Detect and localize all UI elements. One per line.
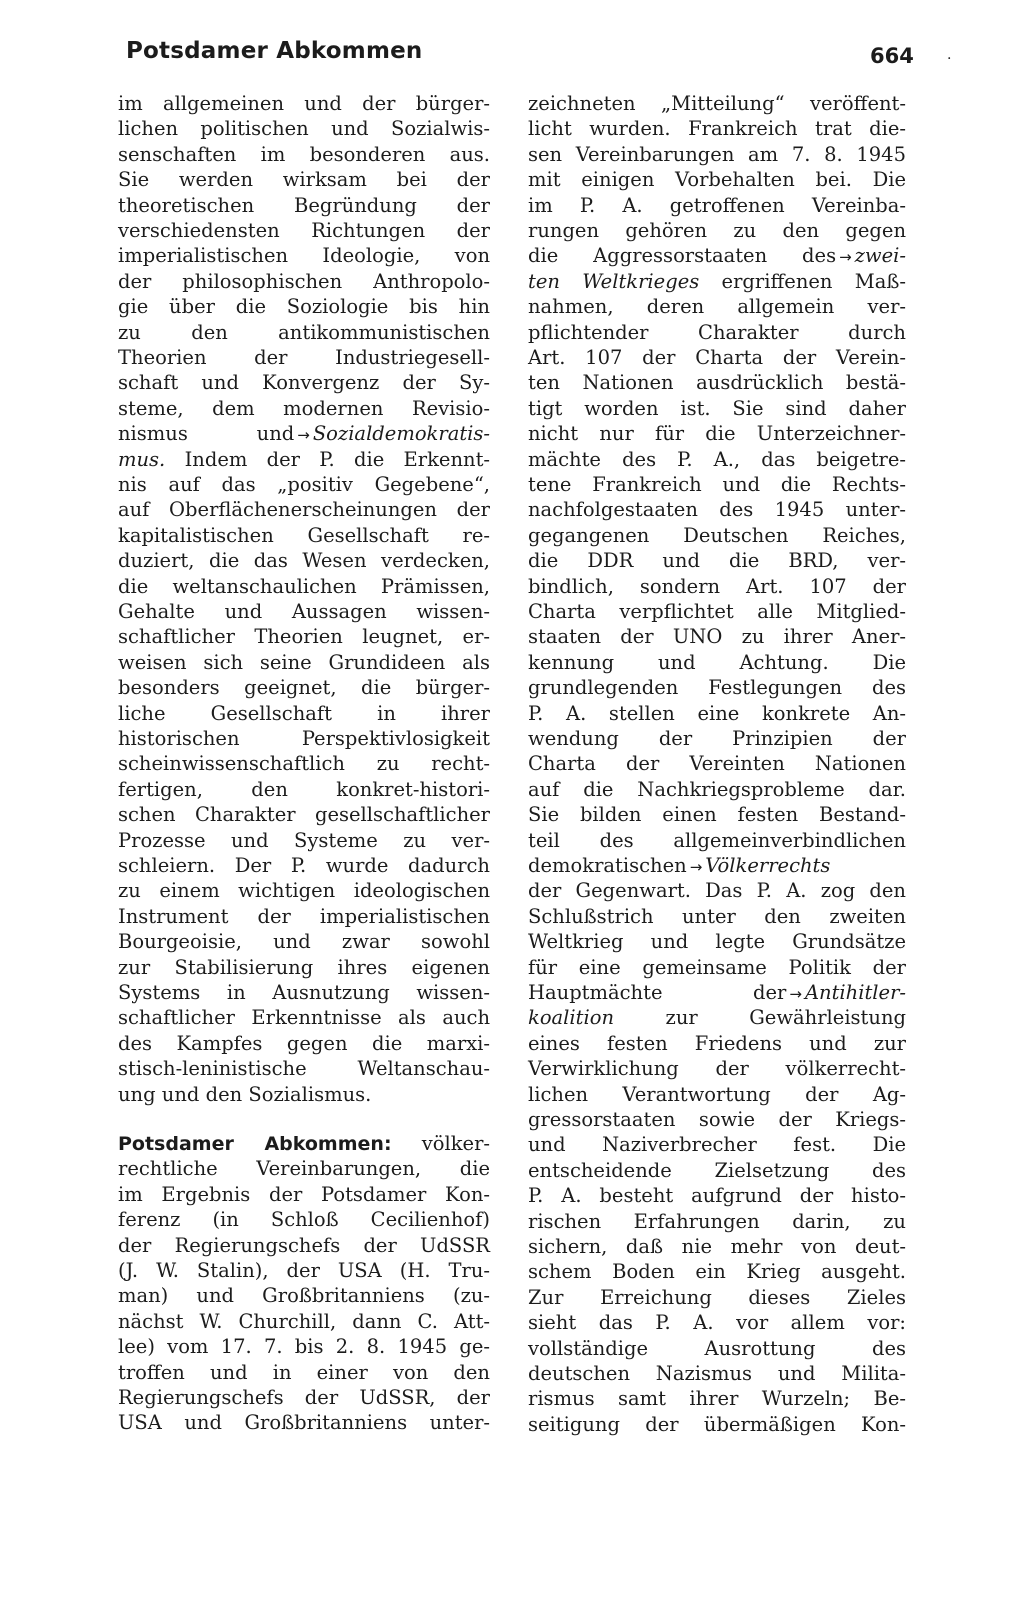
text-line [528, 701, 906, 727]
text-line [528, 802, 906, 828]
text-run: auf die Nachkriegsprobleme dar. [528, 777, 906, 801]
text-line [528, 447, 906, 473]
text-run: sen Vereinbarungen am 7. 8. 1945 [528, 142, 906, 166]
text-run: sichern, daß nie mehr von deut- [528, 1235, 906, 1258]
text-line [528, 1183, 906, 1209]
text-run: licht wurden. Frankreich trat die- [528, 117, 906, 141]
italic-term: Antihitler- [804, 981, 906, 1004]
text-line [118, 878, 490, 904]
text-line [528, 1005, 906, 1031]
text-line [528, 421, 906, 447]
text-line [118, 701, 490, 727]
text-line [528, 167, 906, 193]
running-title: Potsdamer Abkommen [126, 38, 423, 64]
text-run: die weltanschaulichen Prämissen, [118, 574, 490, 598]
text-run: ferenz (in Schloß Cecilienhof) [118, 1208, 490, 1232]
text-run: schem Boden ein Krieg ausgeht. [528, 1260, 906, 1284]
text-line [528, 116, 906, 142]
text-line [118, 142, 490, 168]
text-line [118, 574, 490, 600]
text-run: deutschen Nazismus und Milita- [528, 1362, 906, 1385]
text-line [118, 345, 490, 371]
text-line [528, 1056, 906, 1082]
text-run: gressorstaaten sowie der Kriegs- [528, 1108, 906, 1131]
text-line [118, 472, 490, 498]
text-run: duziert, die das Wesen verdecken, [118, 549, 490, 573]
text-run: die Aggressorstaaten des [528, 244, 837, 268]
page-number-mark: . [947, 47, 952, 63]
text-run: kapitalistischen Gesellschaft re- [118, 523, 490, 547]
text-run: rischen Erfahrungen darin, zu [528, 1209, 906, 1233]
text-run: lichen politischen und Sozialwis- [118, 117, 490, 141]
text-line [118, 726, 490, 752]
text-run: völker- [391, 1132, 490, 1155]
text-line [528, 878, 906, 904]
text-run: troffen und in einer von den [118, 1360, 490, 1384]
text-run: zur Gewährleistung [614, 1006, 906, 1030]
text-line [528, 1031, 906, 1057]
text-line [118, 193, 490, 219]
text-run: P. A. besteht aufgrund der histo- [528, 1184, 906, 1208]
text-line [528, 1259, 906, 1285]
text-line [118, 167, 490, 193]
text-run: man) und Großbritanniens (zu- [118, 1284, 490, 1308]
text-run: schaftlicher Erkenntnisse als auch [118, 1006, 490, 1030]
text-line [118, 802, 490, 828]
text-line [118, 243, 490, 269]
text-run: ten Nationen ausdrücklich bestä- [528, 371, 906, 395]
italic-term: ten Weltkrieges [528, 269, 700, 293]
text-line [528, 599, 906, 625]
text-run: nis auf das „positiv Gegebene“, [118, 473, 490, 496]
text-run: Sie werden wirksam bei der [118, 168, 490, 192]
text-line [528, 472, 906, 498]
text-run: auf Oberflächenerscheinungen der [118, 498, 490, 522]
text-run: scheinwissenschaftlich zu recht- [118, 752, 490, 776]
text-line [528, 574, 906, 600]
text-line [118, 675, 490, 701]
text-run: Schlußstrich unter den zweiten [528, 904, 906, 928]
text-line [528, 294, 906, 320]
text-line [528, 726, 906, 752]
text-line [528, 624, 906, 650]
text-line [118, 421, 490, 449]
text-line [528, 497, 906, 523]
text-run: Systems in Ausnutzung wissen- [118, 981, 490, 1004]
text-run: liche Gesellschaft in ihrer [118, 701, 490, 725]
text-run: schen Charakter gesellschaftlicher [118, 803, 490, 827]
text-line [528, 1107, 906, 1133]
text-run: seitigung der übermäßigen Kon- [528, 1412, 906, 1436]
text-run: der philosophischen Anthropolo- [118, 269, 490, 293]
text-run: Charta verpflichtet alle Mitglied- [528, 600, 906, 623]
text-line [528, 193, 906, 219]
text-line [118, 91, 490, 117]
text-line [118, 904, 490, 930]
text-line [118, 980, 490, 1006]
entry-headword: Potsdamer Abkommen: [118, 1133, 392, 1155]
text-run: der Gegenwart. Das P. A. zog den [528, 879, 906, 903]
cross-reference-arrow-icon: → [839, 248, 852, 267]
text-line [118, 1156, 490, 1182]
text-run: lichen Verantwortung der Ag- [528, 1082, 906, 1106]
text-run: die DDR und die BRD, ver- [528, 549, 906, 573]
text-line [528, 548, 906, 574]
text-run: Charta der Vereinten Nationen [528, 752, 906, 776]
text-line [118, 1182, 490, 1208]
text-line [118, 1031, 490, 1057]
text-run: grundlegenden Festlegungen des [528, 676, 906, 700]
text-run: gegangenen Deutschen Reiches, [528, 523, 906, 547]
text-run: der Regierungschefs der UdSSR [118, 1233, 490, 1257]
text-run: sieht das P. A. vor allem vor: [528, 1311, 906, 1335]
text-run: theoretischen Begründung der [118, 193, 490, 217]
text-line [118, 269, 490, 295]
text-line [118, 447, 490, 473]
text-line [528, 320, 906, 346]
text-line [528, 396, 906, 422]
text-line [118, 218, 490, 244]
text-line [118, 497, 490, 523]
text-run: demokratischen [528, 854, 687, 877]
text-run: rismus samt ihrer Wurzeln; Be- [528, 1387, 906, 1411]
text-run: entscheidende Zielsetzung des [528, 1158, 906, 1182]
text-line [118, 294, 490, 320]
text-run: zur Stabilisierung ihres eigenen [118, 955, 490, 979]
text-line [528, 853, 906, 881]
text-run: rungen gehören zu den gegen [528, 219, 906, 242]
text-line [528, 243, 906, 271]
text-run: schleiern. Der P. wurde dadurch [118, 854, 490, 877]
text-line [528, 345, 906, 371]
text-run: (J. W. Stalin), der USA (H. Tru- [118, 1259, 490, 1282]
text-line [528, 777, 906, 803]
text-line [528, 1386, 906, 1412]
text-run: nahmen, deren allgemein ver- [528, 295, 906, 319]
page-number: 664 [870, 44, 914, 68]
text-run: und Naziverbrecher fest. Die [528, 1133, 906, 1157]
text-line [118, 1207, 490, 1233]
text-line [528, 142, 906, 168]
text-run: besonders geeignet, die bürger- [118, 676, 490, 700]
text-run: weisen sich seine Grundideen als [118, 650, 490, 674]
text-run: historischen Perspektivlosigkeit [118, 727, 490, 750]
text-run: Indem der P. die Erkennt- [165, 447, 490, 471]
text-line [118, 1005, 490, 1031]
text-run: tigt worden ist. Sie sind daher [528, 396, 906, 420]
text-run: steme, dem modernen Revisio- [118, 396, 490, 420]
italic-term: Völkerrechts [705, 854, 831, 877]
text-line [118, 1385, 490, 1411]
text-line [528, 929, 906, 955]
text-line [118, 1309, 490, 1335]
italic-term: Sozialdemokratis- [312, 422, 490, 446]
text-run: eines festen Friedens und zur [528, 1031, 906, 1055]
text-run: teil des allgemeinverbindlichen [528, 828, 906, 852]
text-line [118, 828, 490, 854]
text-run: Verwirklichung der völkerrecht- [528, 1057, 906, 1081]
text-line [528, 1310, 906, 1336]
text-line [118, 853, 490, 879]
text-line [528, 904, 906, 930]
text-run: zu den antikommunistischen [118, 320, 490, 344]
text-run: schaftlicher Theorien leugnet, er- [118, 625, 490, 649]
text-run: des Kampfes gegen die marxi- [118, 1031, 490, 1055]
text-run: für eine gemeinsame Politik der [528, 955, 906, 979]
text-run: schaft und Konvergenz der Sy- [118, 371, 490, 395]
text-line [118, 624, 490, 650]
text-line [118, 320, 490, 346]
text-run: nächst W. Churchill, dann C. Att- [118, 1309, 490, 1333]
text-run: mit einigen Vorbehalten bei. Die [528, 168, 906, 192]
text-run: fertigen, den konkret-histori- [118, 777, 490, 801]
text-line [528, 269, 906, 295]
text-run: Art. 107 der Charta der Verein- [528, 346, 906, 369]
text-run: Weltkrieg und legte Grundsätze [528, 930, 906, 954]
text-line [118, 1233, 490, 1259]
text-run: nachfolgestaaten des 1945 unter- [528, 498, 906, 522]
italic-term: koalition [528, 1006, 615, 1030]
text-line [118, 777, 490, 803]
text-run: lee) vom 17. 7. bis 2. 8. 1945 ge- [118, 1335, 490, 1359]
text-run: tene Frankreich und die Rechts- [528, 473, 906, 496]
text-run: nicht nur für die Unterzeichner- [528, 422, 906, 446]
text-line [118, 929, 490, 955]
cross-reference-arrow-icon: → [689, 858, 703, 876]
text-line [118, 523, 490, 549]
text-run: Gehalte und Aussagen wissen- [118, 600, 490, 623]
text-line [118, 1056, 490, 1082]
text-run: verschiedensten Richtungen der [118, 219, 490, 242]
text-line [528, 370, 906, 396]
text-run: nismus und [118, 422, 295, 446]
text-run: staaten der UNO zu ihrer Aner- [528, 625, 906, 649]
text-run: mächte des P. A., das beigetre- [528, 447, 906, 471]
text-line [118, 650, 490, 676]
text-line [528, 1234, 906, 1260]
text-line [118, 955, 490, 981]
text-run: Theorien der Industriegesell- [118, 346, 490, 369]
text-run: Regierungschefs der UdSSR, der [118, 1386, 490, 1409]
text-run: wendung der Prinzipien der [528, 727, 906, 750]
text-line [528, 91, 906, 117]
text-line [528, 955, 906, 981]
text-run: imperialistischen Ideologie, von [118, 244, 490, 268]
text-line [528, 1361, 906, 1387]
text-line [118, 751, 490, 777]
text-line [118, 1283, 490, 1309]
text-run: P. A. stellen eine konkrete An- [528, 701, 906, 725]
text-run: pflichtender Charakter durch [528, 320, 906, 344]
text-run: rechtliche Vereinbarungen, die [118, 1157, 490, 1181]
text-line [528, 751, 906, 777]
text-line [528, 218, 906, 244]
text-line [528, 675, 906, 701]
text-line [118, 599, 490, 625]
cross-reference-arrow-icon: → [297, 426, 310, 445]
text-run: USA und Großbritanniens unter- [118, 1411, 490, 1435]
text-run: im Ergebnis der Potsdamer Kon- [118, 1182, 490, 1206]
text-run: zeichneten „Mitteilung“ veröffent- [528, 92, 906, 115]
text-run: ergriffenen Maß- [699, 269, 906, 293]
text-run: Prozesse und Systeme zu ver- [118, 828, 490, 852]
text-line [118, 1360, 490, 1386]
text-line [528, 1336, 906, 1362]
text-line [528, 1132, 906, 1158]
text-run: bindlich, sondern Art. 107 der [528, 574, 906, 598]
text-run: stisch-leninistische Weltanschau- [118, 1057, 490, 1081]
text-line [118, 1131, 490, 1158]
text-line [118, 396, 490, 422]
text-run: gie über die Soziologie bis hin [118, 295, 490, 319]
text-line [528, 1412, 906, 1438]
text-line [528, 523, 906, 549]
text-run: Sie bilden einen festen Bestand- [528, 803, 906, 827]
text-run: Instrument der imperialistischen [118, 904, 490, 928]
text-run: Zur Erreichung dieses Zieles [528, 1285, 906, 1309]
text-line [528, 1082, 906, 1108]
italic-term: zwei- [854, 244, 906, 268]
text-run: kennung und Achtung. Die [528, 650, 906, 674]
text-line [118, 116, 490, 142]
text-run: senschaften im besonderen aus. [118, 142, 490, 166]
text-run: Bourgeoisie, und zwar sowohl [118, 930, 490, 954]
text-line [528, 1158, 906, 1184]
text-run: Hauptmächte der [528, 981, 787, 1004]
text-run: zu einem wichtigen ideologischen [118, 879, 490, 903]
text-line [528, 980, 906, 1008]
text-line [118, 548, 490, 574]
italic-term: mus. [118, 447, 166, 471]
text-run: ung und den Sozialismus. [118, 1082, 372, 1106]
text-run: vollständige Ausrottung des [528, 1336, 906, 1360]
text-line [118, 370, 490, 396]
text-line [118, 1334, 490, 1360]
text-line [528, 1285, 906, 1311]
text-line [528, 828, 906, 854]
cross-reference-arrow-icon: → [789, 985, 802, 1003]
text-run: im allgemeinen und der bürger- [118, 92, 490, 115]
text-line [118, 1082, 490, 1108]
text-run: im P. A. getroffenen Vereinba- [528, 193, 906, 217]
text-line [528, 650, 906, 676]
text-line [528, 1209, 906, 1235]
text-line [118, 1258, 490, 1284]
text-line [118, 1410, 490, 1436]
